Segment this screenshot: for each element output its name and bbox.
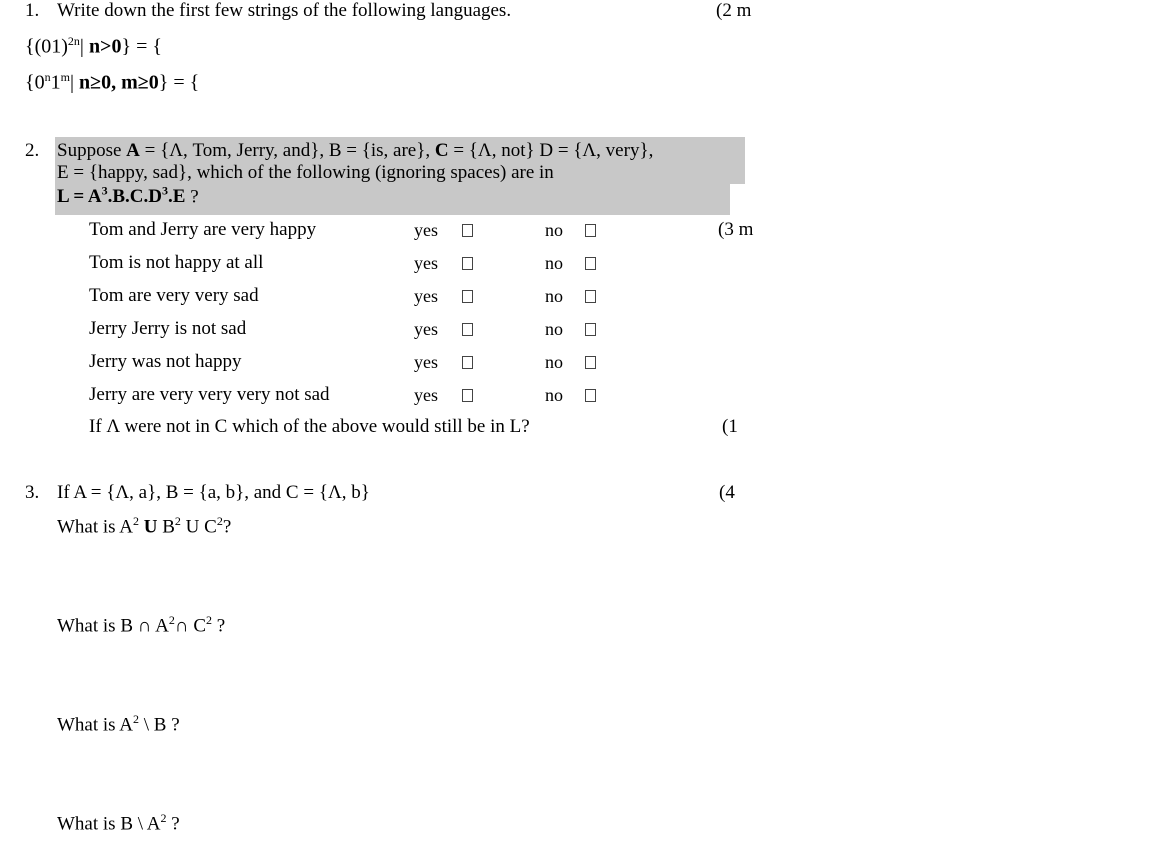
- sentence-text: Jerry are very very very not sad: [89, 384, 330, 405]
- q2-line-1: Suppose A = {Λ, Tom, Jerry, and}, B = {is, are}, C = {Λ, not} D = {Λ, very},: [57, 140, 654, 161]
- yes-checkbox[interactable]: [462, 290, 473, 303]
- q2-marks: (3 m: [718, 219, 754, 240]
- no-label: no: [545, 286, 563, 306]
- no-label: no: [545, 352, 563, 372]
- yes-label: yes: [414, 352, 438, 372]
- yes-label: yes: [414, 319, 438, 339]
- q3-number: 3.: [25, 482, 40, 503]
- q3-question-1: What is $A^2$ U $B^2$ U $C^2$?: [57, 514, 232, 538]
- q3-intro: If A = {Λ, a}, B = {a, b}, and C = {Λ, b}: [57, 482, 370, 503]
- no-label: no: [545, 253, 563, 273]
- no-label: no: [545, 220, 563, 240]
- no-checkbox[interactable]: [585, 389, 596, 402]
- sentence-text: Tom are very very sad: [89, 285, 259, 306]
- no-checkbox[interactable]: [585, 290, 596, 303]
- q2-line-3: $L = A^3.B.C.D^3.E$ ?: [57, 184, 199, 208]
- q1-language-2: {0$^n$1$^m$| n≥0, m≥0} = {: [25, 70, 200, 94]
- yes-checkbox[interactable]: [462, 257, 473, 270]
- sentence-text: Tom is not happy at all: [89, 252, 264, 273]
- q2-followup: If Λ were not in C which of the above would still be in L?: [89, 416, 530, 437]
- no-checkbox[interactable]: [585, 356, 596, 369]
- q1-marks: (2 m: [716, 0, 752, 21]
- no-checkbox[interactable]: [585, 257, 596, 270]
- yes-checkbox[interactable]: [462, 356, 473, 369]
- yes-label: yes: [414, 385, 438, 405]
- yes-label: yes: [414, 286, 438, 306]
- no-label: no: [545, 385, 563, 405]
- yes-label: yes: [414, 253, 438, 273]
- q3-marks: (4: [719, 482, 735, 503]
- q3-question-4: What is B \ $A^2$ ?: [57, 811, 180, 835]
- yes-checkbox[interactable]: [462, 224, 473, 237]
- yes-checkbox[interactable]: [462, 389, 473, 402]
- no-label: no: [545, 319, 563, 339]
- sentence-text: Jerry was not happy: [89, 351, 242, 372]
- q1-language-1: {$(01)^{2n}|$ n>0} = {: [25, 34, 162, 58]
- q2-line-2: E = {happy, sad}, which of the following (ignoring spaces) are in: [57, 162, 554, 183]
- no-checkbox[interactable]: [585, 323, 596, 336]
- q2-number: 2.: [25, 140, 40, 161]
- q3-question-2: What is B ∩ $A^2\cap$ $C^2$ ?: [57, 613, 226, 637]
- q1-text: Write down the first few strings of the following languages.: [57, 0, 512, 21]
- sentence-text: Jerry Jerry is not sad: [89, 318, 247, 339]
- q2-followup-marks: (1: [722, 416, 738, 437]
- no-checkbox[interactable]: [585, 224, 596, 237]
- yes-label: yes: [414, 220, 438, 240]
- yes-checkbox[interactable]: [462, 323, 473, 336]
- q1-number: 1.: [25, 0, 40, 21]
- q3-question-3: What is $A^2$ \ B ?: [57, 712, 180, 736]
- sentence-text: Tom and Jerry are very happy: [89, 219, 317, 240]
